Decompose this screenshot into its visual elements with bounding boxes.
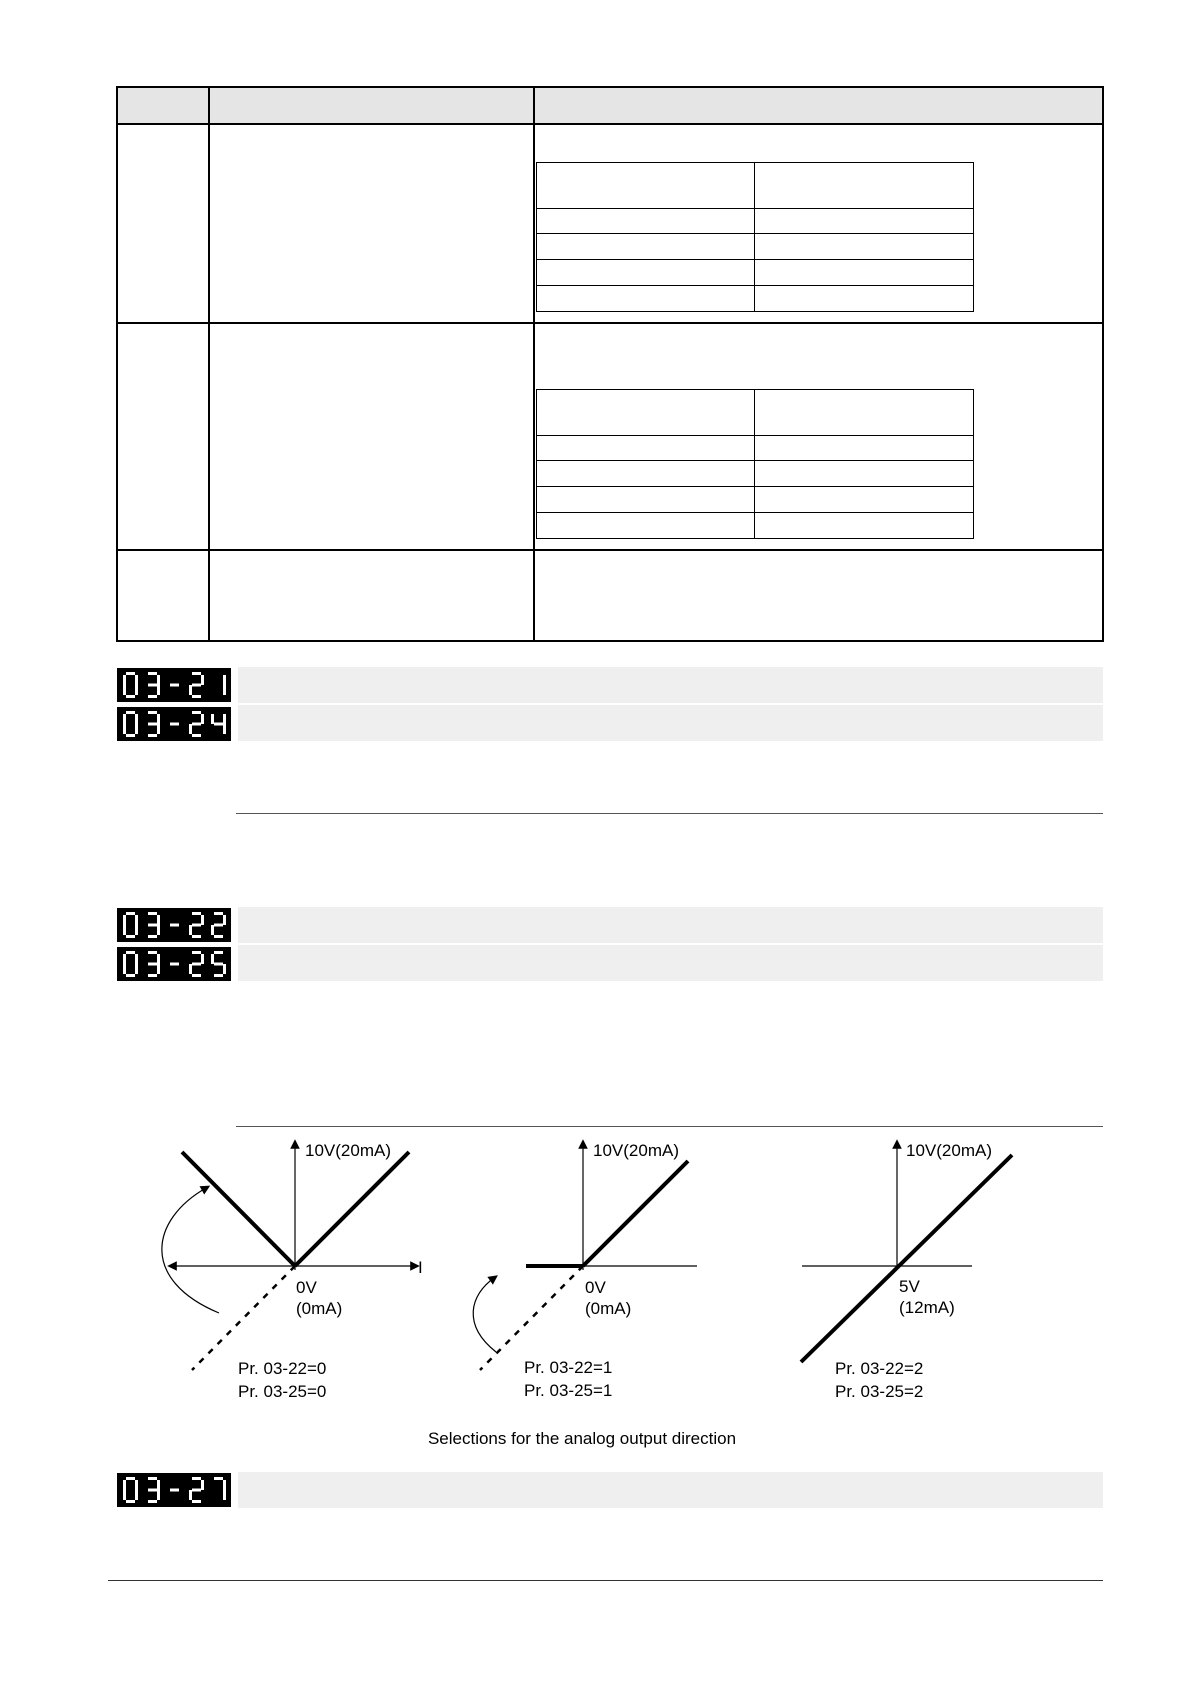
panel-top-label: 10V(20mA): [305, 1141, 391, 1160]
table-border: [116, 86, 118, 642]
inner-table: [536, 162, 974, 312]
axis-end-label: I: [418, 1258, 423, 1277]
panel-top-label: 10V(20mA): [906, 1141, 992, 1160]
divider: [236, 1126, 1103, 1127]
panel-setting: Pr. 03-22=0: [238, 1359, 327, 1378]
param-code-badge: [117, 1473, 231, 1507]
panel-origin-label: (12mA): [899, 1298, 955, 1317]
param-code-badge: [117, 908, 231, 942]
table-border: [533, 86, 535, 642]
panel-setting: Pr. 03-22=2: [835, 1359, 924, 1378]
panel-setting: Pr. 03-25=2: [835, 1382, 924, 1401]
param-banner: [238, 1472, 1103, 1508]
panel-origin-label: 0V: [585, 1278, 606, 1297]
param-code-badge: [117, 947, 231, 981]
diagram-caption: Selections for the analog output direction: [427, 1429, 737, 1448]
diagram-panel-1: [162, 1141, 423, 1401]
table-border: [116, 322, 1104, 324]
panel-origin-label: (0mA): [585, 1299, 632, 1318]
param-code-badge: [117, 707, 231, 741]
table-border: [116, 86, 1104, 88]
param-banner: [238, 907, 1103, 943]
panel-top-label: 10V(20mA): [593, 1141, 679, 1160]
param-banner: [238, 705, 1103, 741]
table-border: [116, 549, 1104, 551]
diagram-panel-2: [473, 1141, 697, 1400]
table-border: [208, 86, 210, 642]
param-banner: [238, 667, 1103, 703]
diagram-panel-3: [801, 1141, 1012, 1401]
param-banner: [238, 945, 1103, 981]
panel-origin-label: 0V: [296, 1278, 317, 1297]
panel-origin-label: (0mA): [296, 1299, 343, 1318]
table-header: [117, 87, 1103, 123]
param-code-badge: [117, 668, 231, 702]
table-border: [116, 640, 1104, 642]
footer-divider: [108, 1580, 1103, 1581]
panel-origin-label: 5V: [899, 1277, 920, 1296]
panel-setting: Pr. 03-22=1: [524, 1358, 613, 1377]
panel-setting: Pr. 03-25=0: [238, 1382, 327, 1401]
panel-setting: Pr. 03-25=1: [524, 1381, 613, 1400]
inner-table: [536, 389, 974, 539]
analog-output-diagram: [0, 1130, 1190, 1460]
table-border: [1102, 86, 1104, 642]
divider: [236, 813, 1103, 814]
table-border: [116, 123, 1104, 125]
